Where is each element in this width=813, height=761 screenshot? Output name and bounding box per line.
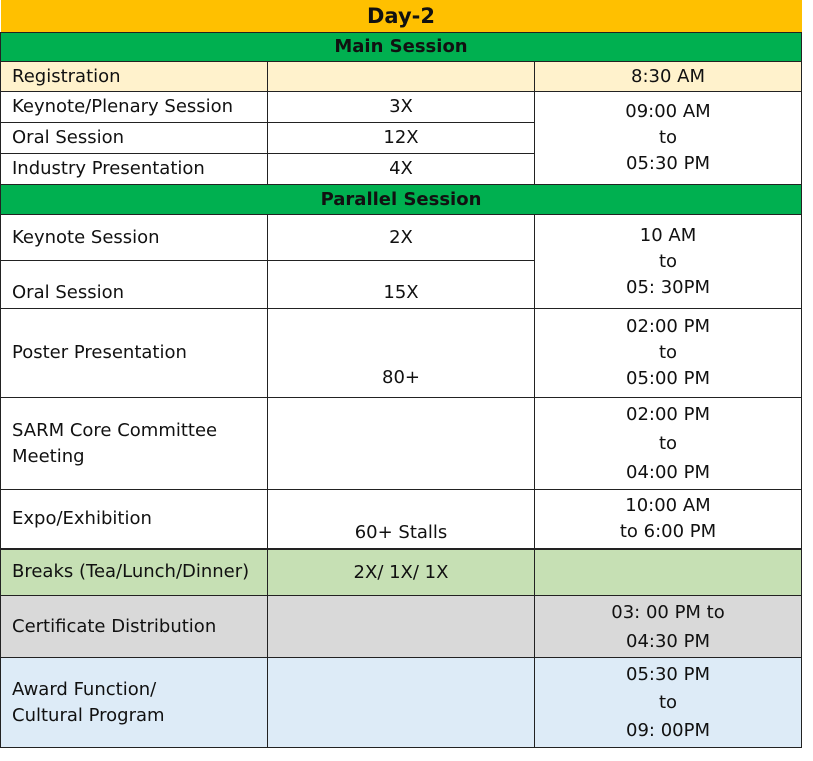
time-line: to (658, 433, 678, 454)
time-line: 09: 00PM (626, 719, 710, 741)
time-line: to (658, 250, 678, 272)
time-line: 09:00 AM (625, 101, 711, 122)
poster-presentation-time (535, 309, 802, 398)
time-line: 04:30 PM (626, 630, 710, 652)
table-row (1, 309, 802, 398)
main-session-heading: Main Session (1, 33, 802, 62)
time-line: 02:00 PM (626, 404, 710, 425)
certificate-time (535, 596, 802, 658)
registration-time: 8:30 AM (535, 62, 802, 92)
table-row (1, 92, 802, 123)
sarm-meeting-count (268, 398, 535, 490)
breaks-count: 2X/ 1X/ 1X (268, 549, 535, 596)
parallel-session-heading-row (1, 185, 802, 215)
expo-label: Expo/Exhibition (1, 490, 268, 549)
expo-time (535, 490, 802, 549)
certificate-count (268, 596, 535, 658)
breaks-label: Breaks (Tea/Lunch/Dinner) (1, 549, 268, 596)
time-line: to 6:00 PM (619, 520, 717, 542)
time-line: 04:00 PM (626, 462, 710, 483)
poster-presentation-count: 80+ (268, 309, 535, 398)
certificate-label: Certificate Distribution (1, 596, 268, 658)
keynote-plenary-count: 3X (268, 92, 535, 123)
award-row (1, 658, 802, 748)
poster-presentation-label: Poster Presentation (1, 309, 268, 398)
industry-presentation-count: 4X (268, 154, 535, 185)
day-title: Day-2 (1, 0, 802, 33)
time-line: to (658, 342, 678, 363)
registration-label: Registration (1, 62, 268, 92)
time-line: 03: 00 PM to (611, 601, 725, 623)
keynote-plenary-label: Keynote/Plenary Session (1, 92, 268, 123)
award-label (1, 658, 268, 748)
expo-count: 60+ Stalls (268, 490, 535, 549)
main-session-heading-row (1, 33, 802, 62)
award-count (268, 658, 535, 748)
sarm-meeting-label: SARM Core Committee Meeting (1, 398, 268, 490)
sarm-meeting-time (535, 398, 802, 490)
breaks-time (535, 549, 802, 596)
time-line: 02:00 PM (626, 316, 710, 337)
parallel-oral-count: 15X (268, 261, 535, 309)
oral-session-label: Oral Session (1, 123, 268, 154)
keynote-oral-time (535, 215, 802, 309)
table-row (1, 490, 802, 549)
time-line: 05:30 PM (626, 663, 710, 685)
award-label-line: Award Function/ (12, 678, 157, 700)
time-line: to (658, 127, 678, 148)
time-line: 05: 30PM (626, 276, 710, 298)
title-row (1, 0, 802, 33)
time-line: 10 AM (639, 224, 697, 246)
table-row (1, 215, 802, 261)
oral-session-count: 12X (268, 123, 535, 154)
parallel-oral-label: Oral Session (1, 261, 268, 309)
table-row (1, 398, 802, 490)
registration-count (268, 62, 535, 92)
breaks-row (1, 549, 802, 596)
time-line: 05:00 PM (626, 368, 710, 389)
certificate-row (1, 596, 802, 658)
industry-presentation-label: Industry Presentation (1, 154, 268, 185)
parallel-session-heading: Parallel Session (1, 185, 802, 215)
award-label-line: Cultural Program (12, 704, 165, 726)
time-line: to (658, 691, 678, 713)
registration-row (1, 62, 802, 92)
time-line: 05:30 PM (626, 153, 710, 174)
keynote-session-count: 2X (268, 215, 535, 261)
keynote-session-label: Keynote Session (1, 215, 268, 261)
main-session-time (535, 92, 802, 185)
time-line: 10:00 AM (625, 494, 711, 516)
award-time (535, 658, 802, 748)
